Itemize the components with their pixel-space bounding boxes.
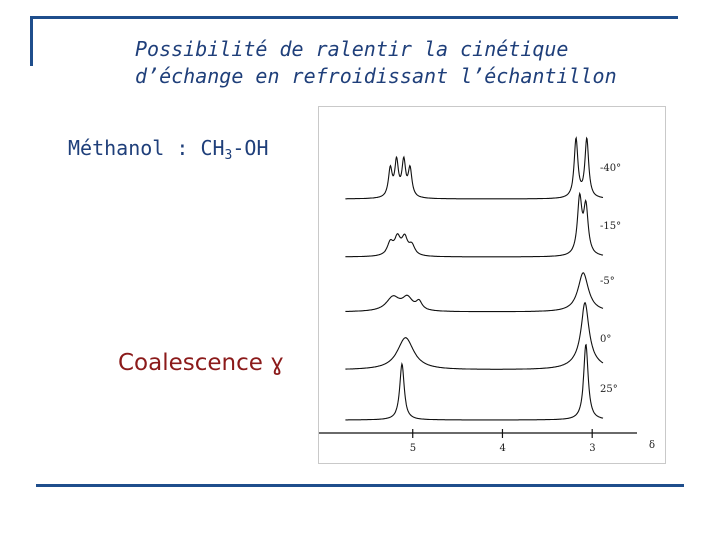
x-tick-label-3: 3 [589,443,596,454]
temperature-label-4: 0° [600,334,612,345]
compound-subscript: 3 [224,148,233,163]
frame-bottom-rule [36,484,684,487]
coalescence-symbol: ɣ [270,350,284,376]
spectrum-trace-3 [345,273,603,312]
temperature-label-3: -5° [600,276,615,287]
slide-title [135,36,617,90]
x-tick-label-2: 4 [499,443,506,454]
x-tick-label-1: 5 [409,443,417,454]
spectrum-trace-1 [345,138,603,199]
spectrum-trace-5 [345,345,603,420]
temperature-label-1: -40° [600,163,622,174]
coalescence-label [118,350,284,376]
temperature-label-5: 25° [600,384,618,395]
frame-top-rule [30,16,678,19]
compound-suffix: -OH [232,136,269,160]
spectrum-trace-2 [345,194,603,257]
nmr-spectrum-svg [319,107,665,463]
compound-label [68,136,269,163]
x-axis-unit-label: δ [649,440,656,451]
frame-left-rule [30,16,33,66]
nmr-spectrum-chart [318,106,666,464]
spectrum-trace-4 [345,303,603,370]
temperature-label-2: -15° [600,221,622,232]
slide-title-line1: Possibilité de ralentir la cinétique [135,37,569,61]
slide-title-line2: d’échange en refroidissant l’échantillon [135,64,617,88]
coalescence-text: Coalescence [118,350,263,376]
compound-prefix: Méthanol : CH [68,136,225,160]
